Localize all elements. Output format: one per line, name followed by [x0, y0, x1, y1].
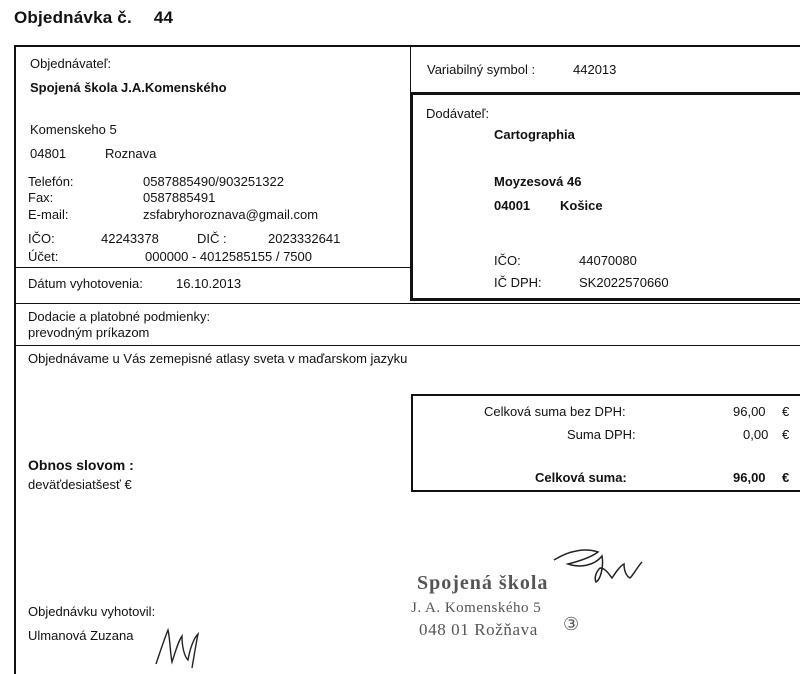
orderer-divider: [14, 267, 411, 268]
order-description: Objednávame u Vás zemepisné atlasy sveta v maďarskom jazyku: [28, 351, 408, 366]
fax-value: 0587885491: [143, 190, 216, 205]
amount-words-label: Obnos slovom :: [28, 457, 134, 473]
variable-symbol-value: 442013: [573, 62, 617, 77]
terms-label: Dodacie a platobné podmienky:: [28, 309, 211, 324]
vat-currency: €: [782, 427, 790, 442]
net-total-label: Celková suma bez DPH:: [484, 404, 626, 419]
fax-label: Fax:: [28, 190, 54, 205]
orderer-street: Komenskeho 5: [30, 122, 117, 137]
supplier-box-top: [410, 92, 800, 95]
totals-box-left: [411, 394, 413, 492]
amount-words-value: deväťdesiatšesť €: [28, 477, 132, 492]
grand-total-currency: €: [782, 470, 790, 485]
email-value: zsfabryhoroznava@gmail.com: [143, 207, 319, 222]
supplier-street: Moyzesová 46: [494, 174, 582, 189]
stamp-mark: ③: [563, 614, 580, 634]
net-total-currency: €: [782, 404, 790, 419]
stamp-line-2: J. A. Komenského 5: [411, 600, 542, 616]
vat-value: 0,00: [743, 427, 769, 442]
orderer-section-label: Objednávateľ:: [30, 56, 112, 71]
issued-by-label: Objednávku vyhotovil:: [28, 604, 156, 619]
orderer-city: Roznava: [105, 146, 157, 161]
supplier-icdph-value: SK2022570660: [579, 275, 669, 290]
stamp-signature: [550, 538, 650, 588]
grand-total-label: Celková suma:: [535, 470, 627, 485]
supplier-box-bottom: [410, 298, 800, 301]
orderer-ico-label: IČO:: [28, 231, 55, 246]
order-title-label: Objednávka č.: [14, 8, 132, 27]
issue-date-value: 16.10.2013: [176, 276, 242, 291]
terms-bottom-border: [14, 345, 800, 346]
account-label: Účet:: [28, 249, 59, 264]
supplier-box-left: [410, 92, 413, 301]
grand-total-value: 96,00: [733, 470, 766, 485]
phone-value: 0587885490/903251322: [143, 174, 284, 189]
supplier-ico-label: IČO:: [494, 253, 521, 268]
issued-by-name: Ulmanová Zuzana: [28, 628, 134, 643]
supplier-city: Košice: [560, 198, 603, 213]
orderer-name: Spojená škola J.A.Komenského: [30, 80, 227, 95]
issuer-signature: [150, 612, 210, 672]
supplier-zip: 04001: [494, 198, 531, 213]
issue-date-label: Dátum vyhotovenia:: [28, 276, 143, 291]
account-value: 000000 - 4012585155 / 7500: [145, 249, 312, 264]
order-title: [14, 8, 173, 28]
orderer-dic-label: DIČ :: [197, 231, 227, 246]
stamp-line-1: Spojená škola: [417, 572, 549, 594]
totals-box-top: [411, 394, 800, 396]
net-total-value: 96,00: [733, 404, 766, 419]
phone-label: Telefón:: [28, 174, 74, 189]
orderer-dic-value: 2023332641: [268, 231, 341, 246]
totals-box-bottom: [411, 490, 800, 492]
frame-top-border: [14, 45, 800, 47]
supplier-icdph-label: IČ DPH:: [494, 275, 542, 290]
order-number: 44: [153, 8, 174, 27]
supplier-name: Cartographia: [494, 127, 575, 142]
vat-label: Suma DPH:: [567, 427, 636, 442]
terms-value: prevodným príkazom: [28, 325, 150, 340]
supplier-ico-value: 44070080: [579, 253, 637, 268]
frame-left-border: [14, 45, 16, 674]
orderer-ico-value: 42243378: [101, 231, 159, 246]
orderer-zip: 04801: [30, 146, 67, 161]
stamp-line-3: 048 01 Rožňava: [419, 620, 538, 639]
terms-top-border: [14, 303, 800, 304]
email-label: E-mail:: [28, 207, 69, 222]
supplier-section-label: Dodávateľ:: [426, 106, 490, 121]
variable-symbol-label: Variabilný symbol :: [427, 62, 536, 77]
